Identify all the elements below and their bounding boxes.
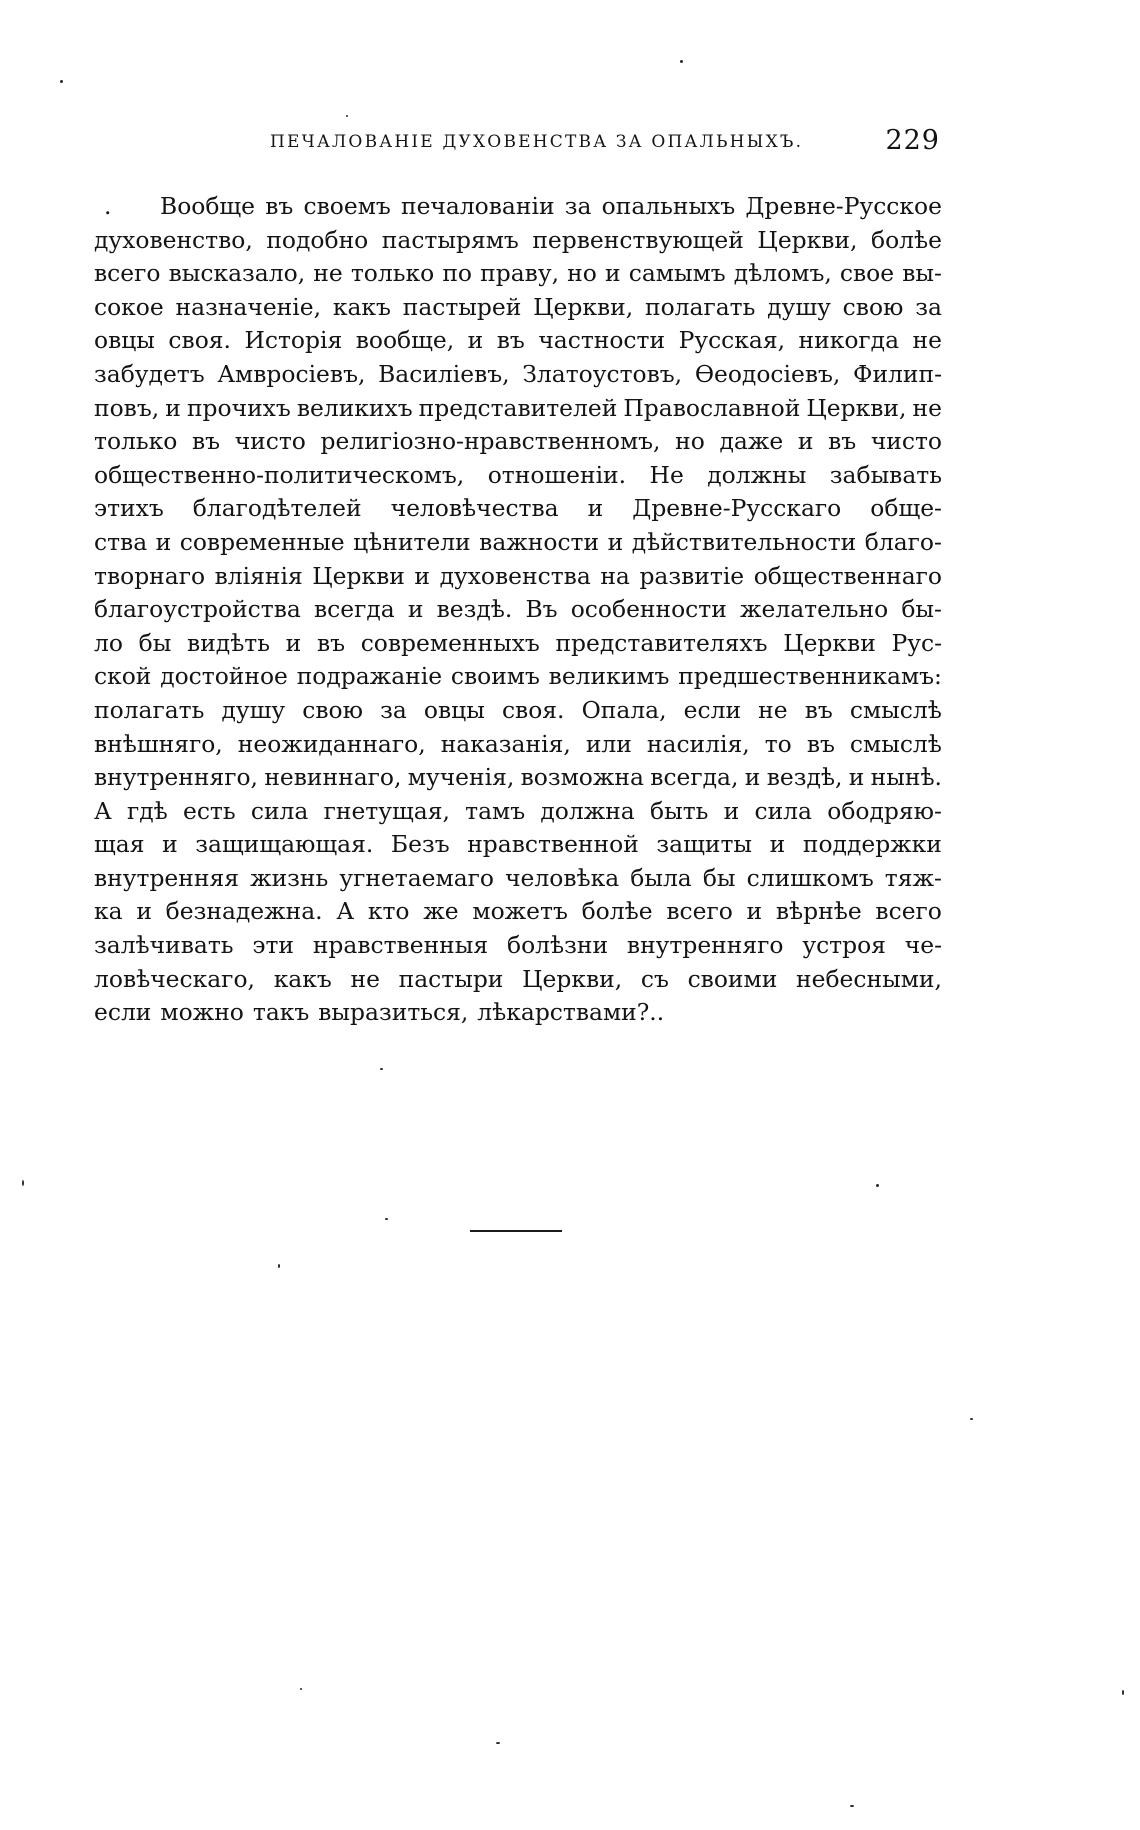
word: невиннаго, <box>264 763 402 792</box>
word: духовенство, <box>94 225 253 254</box>
word: внѣшняго, <box>94 729 223 758</box>
word: лѣкарствами?.. <box>477 998 665 1027</box>
word: Безъ <box>390 830 450 859</box>
word: болѣе <box>871 225 942 254</box>
word: и <box>797 427 814 456</box>
word: защиты <box>656 830 753 859</box>
word: общественнаго <box>753 561 942 590</box>
end-rule <box>470 1230 562 1232</box>
word: всегда <box>313 595 395 624</box>
word: насилія, <box>646 729 750 758</box>
word: своемъ <box>303 192 391 220</box>
word: отношеніи. <box>487 460 627 489</box>
word: не <box>912 326 942 355</box>
page-number: 229 <box>885 125 940 156</box>
word: дѣломъ, <box>733 259 832 288</box>
word: Церкви, <box>757 225 858 254</box>
word: овцы <box>94 326 155 355</box>
word: щая <box>94 830 145 859</box>
running-title: ПЕЧАЛОВАНІЕ ДУХОВЕНСТВА ЗА ОПАЛЬНЫХЪ. <box>270 132 804 152</box>
word: нравственныя <box>312 931 489 960</box>
text-line <box>94 528 942 562</box>
text-line <box>94 461 942 495</box>
text-line <box>94 797 942 831</box>
word: болѣзни <box>506 931 609 960</box>
text-line <box>94 965 942 999</box>
word: и <box>407 595 424 624</box>
word: и <box>769 830 786 859</box>
word: только <box>350 259 435 288</box>
word: дѣйствительности <box>631 527 857 556</box>
text-line <box>94 897 942 931</box>
scan-speck <box>850 1805 854 1807</box>
word: не <box>912 393 942 422</box>
text-line <box>94 226 942 260</box>
word: и <box>744 763 761 792</box>
word: Опала, <box>581 695 667 724</box>
word: прочихъ <box>186 393 291 422</box>
word: полагать <box>645 292 756 321</box>
word: Русская, <box>678 326 786 355</box>
word: всего <box>94 259 161 288</box>
word: своими <box>687 964 778 993</box>
word: Не <box>649 460 684 489</box>
word: бы <box>702 863 736 892</box>
word: Ѳеодосіевъ, <box>694 359 841 388</box>
word: внутренняя <box>94 863 239 892</box>
word: назначеніе, <box>175 292 322 321</box>
word: не <box>350 964 380 993</box>
word: печалованіи <box>400 192 555 220</box>
word: общественно-политическомъ, <box>94 460 465 489</box>
word: вліянія <box>214 561 303 590</box>
word: только <box>94 427 178 456</box>
text-line <box>94 998 942 1032</box>
word: достойное <box>160 662 288 691</box>
word: ка <box>94 897 123 926</box>
word: представителей <box>418 393 618 422</box>
word: за <box>380 695 407 724</box>
word: А <box>336 897 355 926</box>
stray-mark: . <box>104 192 112 220</box>
word: въ <box>265 192 294 220</box>
word: Рус- <box>891 628 942 657</box>
word: же <box>423 897 459 926</box>
text-line <box>94 931 942 965</box>
word: человѣчества <box>390 494 559 523</box>
word: своимъ <box>450 662 540 691</box>
word: предшественникамъ: <box>678 662 942 691</box>
word: на <box>600 561 630 590</box>
word: Церкви, <box>533 292 634 321</box>
word: можно <box>160 998 244 1027</box>
word: сила <box>754 796 812 825</box>
word: эти <box>252 931 294 960</box>
word: подражаніе <box>296 662 443 691</box>
text-line <box>94 259 942 293</box>
word: безнадежна. <box>165 897 323 926</box>
word: кто <box>367 897 410 926</box>
word: устроя <box>802 931 886 960</box>
word: всегда, <box>650 763 739 792</box>
word: бы <box>138 628 172 657</box>
word: но <box>567 259 597 288</box>
word: внутренняго <box>626 931 784 960</box>
scan-speck <box>1122 1690 1124 1695</box>
word: по <box>442 259 472 288</box>
word: чисто <box>870 427 942 456</box>
word: не <box>313 259 343 288</box>
word: сила <box>250 796 309 825</box>
scan-speck <box>278 1264 280 1268</box>
text-line <box>94 360 942 394</box>
word: религіозно-нравственномъ, <box>320 427 661 456</box>
scan-speck <box>680 60 683 63</box>
scan-speck <box>970 1418 973 1420</box>
word: въ <box>806 729 835 758</box>
word: пастыри <box>398 964 504 993</box>
word: Православной <box>623 393 801 422</box>
word: овцы <box>423 695 485 724</box>
word: можетъ <box>472 897 568 926</box>
word: А <box>94 796 112 825</box>
word: развитіе <box>639 561 745 590</box>
word: внутренняго, <box>94 763 258 792</box>
text-line <box>94 326 942 360</box>
word: забывать <box>829 460 942 489</box>
word: ской <box>94 662 152 691</box>
body-text <box>94 192 942 1032</box>
word: въ <box>316 628 346 657</box>
word: желательно <box>739 595 889 624</box>
word: въ <box>804 695 833 724</box>
text-line <box>94 730 942 764</box>
word: Филип- <box>853 359 942 388</box>
word: быть <box>650 796 709 825</box>
text-line <box>94 562 942 596</box>
word: съ <box>640 964 669 993</box>
word: всего <box>666 897 733 926</box>
text-line <box>94 494 942 528</box>
word: наказанія, <box>440 729 571 758</box>
scan-speck <box>496 1742 500 1744</box>
word: Златоустовъ, <box>522 359 683 388</box>
word: видѣть <box>187 628 270 657</box>
word: Василіевъ, <box>378 359 510 388</box>
word: великихъ <box>296 393 413 422</box>
word: выразиться, <box>318 998 469 1027</box>
word: самымъ <box>628 259 726 288</box>
word: если <box>683 695 742 724</box>
word: бы- <box>901 595 942 624</box>
word: какъ <box>273 964 332 993</box>
word: если <box>94 998 152 1027</box>
word: и <box>723 796 740 825</box>
word: тамъ <box>465 796 526 825</box>
word: жизнь <box>250 863 329 892</box>
word: и <box>604 259 621 288</box>
word: всего <box>875 897 942 926</box>
text-line <box>94 864 942 898</box>
word: первенствующей <box>532 225 744 254</box>
word: защищающая. <box>195 830 374 859</box>
word: Церкви <box>312 561 405 590</box>
word: гнетущая, <box>323 796 450 825</box>
line-content <box>160 192 942 220</box>
word: должна <box>540 796 635 825</box>
word: Исторія <box>244 326 343 355</box>
word: Церкви, <box>522 964 623 993</box>
text-line <box>94 696 942 730</box>
scan-speck <box>385 1218 388 1220</box>
scan-speck <box>876 1184 879 1187</box>
word: вы- <box>902 259 942 288</box>
word: и <box>414 561 431 590</box>
word: высказало, <box>168 259 306 288</box>
word: гдѣ <box>126 796 168 825</box>
word: современные <box>179 527 345 556</box>
word: Церкви, <box>806 393 907 422</box>
word: современныхъ <box>360 628 540 657</box>
word: че- <box>904 931 942 960</box>
word: ства <box>94 527 148 556</box>
word: подобно <box>266 225 369 254</box>
word: важности <box>479 527 600 556</box>
word: вездѣ. <box>436 595 513 624</box>
text-line <box>94 830 942 864</box>
scan-speck <box>60 80 63 83</box>
word: свою <box>842 292 904 321</box>
word: въ <box>191 427 221 456</box>
word: нынѣ. <box>870 763 942 792</box>
text-line <box>94 427 942 461</box>
word: должны <box>707 460 807 489</box>
word: опальныхъ <box>601 192 736 220</box>
word: и <box>746 897 763 926</box>
word: обще- <box>870 494 942 523</box>
word: Древне-Русскаго <box>632 494 842 523</box>
word: въ <box>828 427 857 456</box>
word: не <box>758 695 788 724</box>
word: мученія, <box>407 763 515 792</box>
word: этихъ <box>94 494 164 523</box>
word: въ <box>496 326 525 355</box>
word: праву, <box>480 259 560 288</box>
scan-speck <box>346 115 348 117</box>
word: и <box>165 393 181 422</box>
word: Церкви <box>783 628 876 657</box>
word: никогда <box>798 326 900 355</box>
word: вездѣ, <box>766 763 843 792</box>
text-line <box>94 293 942 327</box>
word: ловѣческаго, <box>94 964 255 993</box>
word: благодѣтелей <box>192 494 362 523</box>
text-line <box>94 629 942 663</box>
word: и <box>136 897 152 926</box>
word: залѣчивать <box>94 931 234 960</box>
word: пастырей <box>402 292 522 321</box>
scan-speck <box>380 1068 383 1070</box>
word: угнетаемаго <box>339 863 494 892</box>
word: и <box>607 527 624 556</box>
word: духовенства <box>439 561 591 590</box>
text-line <box>94 394 942 428</box>
word: цѣнители <box>353 527 471 556</box>
word: забудетъ <box>94 359 205 388</box>
word: и <box>162 830 178 859</box>
word: ободряю- <box>827 796 942 825</box>
word: была <box>630 863 692 892</box>
word: какъ <box>332 292 391 321</box>
word: вообще, <box>355 326 455 355</box>
text-line <box>94 192 942 226</box>
word: великимъ <box>548 662 670 691</box>
word: такъ <box>252 998 310 1027</box>
word: смыслѣ <box>849 695 942 724</box>
word: сокое <box>94 292 164 321</box>
word: повъ, <box>94 393 160 422</box>
word: есть <box>182 796 236 825</box>
word: душу <box>221 695 286 724</box>
scan-speck <box>22 1180 24 1186</box>
word: полагать <box>94 695 205 724</box>
word: чисто <box>234 427 306 456</box>
word: Въ <box>525 595 558 624</box>
word: слишкомъ <box>746 863 874 892</box>
word: или <box>585 729 632 758</box>
word: человѣка <box>505 863 620 892</box>
word: поддержки <box>802 830 942 859</box>
text-line <box>94 662 942 696</box>
word: и <box>467 326 484 355</box>
word: Вообще <box>160 192 256 220</box>
word: особенности <box>570 595 727 624</box>
word: свое <box>839 259 895 288</box>
word: благоустройства <box>94 595 301 624</box>
word: вѣрнѣе <box>775 897 862 926</box>
word: творнаго <box>94 561 206 590</box>
text-line <box>94 763 942 797</box>
word: возможна <box>520 763 644 792</box>
word: небесными, <box>796 964 942 993</box>
word: пастырямъ <box>381 225 519 254</box>
word: и <box>155 527 172 556</box>
word: смыслѣ <box>849 729 942 758</box>
word: Древне-Русское <box>745 192 942 220</box>
word: ло <box>94 628 123 657</box>
word: и <box>587 494 604 523</box>
word: свою <box>302 695 363 724</box>
word: то <box>764 729 792 758</box>
text-line <box>94 595 942 629</box>
word: благо- <box>864 527 942 556</box>
word: за <box>915 292 942 321</box>
word: и <box>285 628 302 657</box>
word: своя. <box>501 695 565 724</box>
word: своя. <box>168 326 231 355</box>
word: представителяхъ <box>555 628 768 657</box>
word: неожиданнаго, <box>237 729 426 758</box>
word: болѣе <box>581 897 653 926</box>
word: и <box>848 763 865 792</box>
word: нравственной <box>467 830 639 859</box>
word: душу <box>767 292 831 321</box>
scan-speck <box>300 1688 302 1690</box>
word: даже <box>719 427 784 456</box>
word: Амвросіевъ, <box>217 359 366 388</box>
word: но <box>675 427 705 456</box>
word: тяж- <box>884 863 942 892</box>
word: за <box>564 192 592 220</box>
word: частности <box>538 326 666 355</box>
